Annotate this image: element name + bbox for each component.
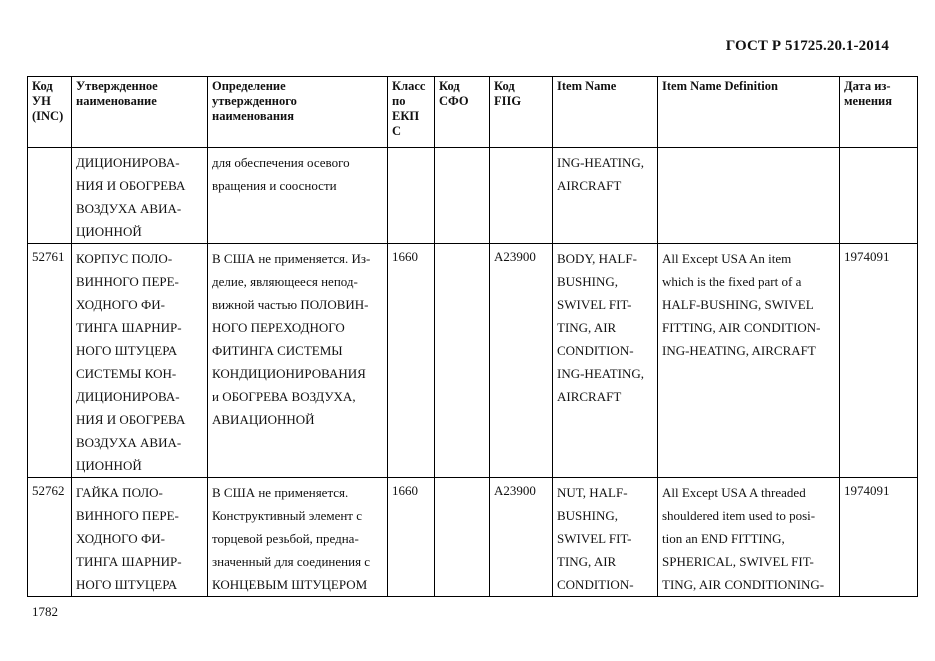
cell-line: В США не применяется. Из- [212,251,371,266]
cell-value: 52761 [32,249,65,264]
cell-line: НИЯ И ОБОГРЕВА [76,178,186,193]
cell-value: A23900 [494,483,536,498]
cell-line: В США не применяется. [212,485,349,500]
header-line: УН [32,94,51,108]
cell-line: ГАЙКА ПОЛО- [76,485,163,500]
header-line: Item Name Definition [662,79,778,93]
cell-value: 1974091 [844,483,890,498]
item-definition-cell [658,478,840,597]
cell-line: КОРПУС ПОЛО- [76,251,173,266]
header-line: наименование [76,94,157,108]
cell-line: НОГО ШТУЦЕРА [76,343,178,358]
approved-name-cell [72,244,208,478]
cell-line: Конструктивный элемент с [212,508,362,523]
table-row [28,478,918,597]
cell-line: АВИАЦИОННОЙ [212,412,315,427]
sfo-cell [435,478,490,597]
item-name-cell [553,148,658,244]
header-definition [208,77,388,148]
definition-cell [208,244,388,478]
header-line: Item Name [557,79,617,93]
cell-line: NUT, HALF- [557,485,628,500]
cell-line: ВИННОГО ПЕРЕ- [76,508,179,523]
cell-line: вращения и соосности [212,178,337,193]
specification-table [27,76,918,597]
header-item-name [553,77,658,148]
cell-line: ВОЗДУХА АВИА- [76,201,182,216]
header-line: Дата из- [844,79,891,93]
cell-line: tion an END FITTING, [662,531,785,546]
cell-line: ХОДНОГО ФИ- [76,297,165,312]
cell-line: TING, AIR [557,554,617,569]
code-cell [28,148,72,244]
cell-line: НОГО ШТУЦЕРА [76,577,178,592]
approved-name-cell [72,478,208,597]
cell-value: 52762 [32,483,65,498]
header-code-fiig [490,77,553,148]
cell-line: вижной частью ПОЛОВИН- [212,297,369,312]
cell-line: ВИННОГО ПЕРЕ- [76,274,179,289]
code-cell [28,478,72,597]
cell-line: ING-HEATING, AIRCRAFT [662,343,816,358]
class-cell [388,148,435,244]
cell-line: КОНДИЦИОНИРОВАНИЯ [212,366,366,381]
header-line: Утвержденное [76,79,158,93]
header-line: менения [844,94,892,108]
class-cell [388,478,435,597]
header-line: Определение [212,79,286,93]
change-date-cell [840,244,918,478]
item-name-cell [553,244,658,478]
cell-line: значенный для соединения с [212,554,371,569]
header-line: (INC) [32,109,64,123]
sfo-cell [435,148,490,244]
approved-name-cell [72,148,208,244]
item-name-cell [553,478,658,597]
table-row [28,244,918,478]
cell-line: CONDITION- [557,577,634,592]
cell-line: ТИНГА ШАРНИР- [76,320,182,335]
cell-line: ДИЦИОНИРОВА- [76,389,180,404]
header-change-date [840,77,918,148]
fiig-cell [490,478,553,597]
cell-line: TING, AIR CONDITIONING- [662,577,825,592]
definition-cell [208,478,388,597]
cell-line: BODY, HALF- [557,251,637,266]
cell-line: SWIVEL FIT- [557,297,632,312]
cell-line: ЦИОННОЙ [76,458,142,473]
cell-line: AIRCRAFT [557,178,622,193]
cell-line: shouldered item used to posi- [662,508,816,523]
header-line: Код [494,79,515,93]
header-code-sfo [435,77,490,148]
cell-line: TING, AIR [557,320,617,335]
cell-line: which is the fixed part of a [662,274,802,289]
cell-line: ФИТИНГА СИСТЕМЫ [212,343,343,358]
table-header-row [28,77,918,148]
change-date-cell [840,148,918,244]
header-line: ЕКП [392,109,420,123]
header-line: Класс [392,79,426,93]
cell-value: 1660 [392,249,418,264]
header-line: утвержденного [212,94,297,108]
table-row [28,148,918,244]
header-line: FIIG [494,94,522,108]
cell-line: AIRCRAFT [557,389,622,404]
cell-line: ДИЦИОНИРОВА- [76,155,180,170]
class-cell [388,244,435,478]
fiig-cell [490,244,553,478]
cell-line: НОГО ПЕРЕХОДНОГО [212,320,345,335]
code-cell [28,244,72,478]
cell-line: ТИНГА ШАРНИР- [76,554,182,569]
cell-line: НИЯ И ОБОГРЕВА [76,412,186,427]
cell-value: A23900 [494,249,536,264]
cell-line: ING-HEATING, [557,366,645,381]
change-date-cell [840,478,918,597]
header-line: С [392,124,402,138]
cell-line: All Except USA A threaded [662,485,806,500]
item-definition-cell [658,244,840,478]
cell-line: ХОДНОГО ФИ- [76,531,165,546]
sfo-cell [435,244,490,478]
header-line: наименования [212,109,295,123]
cell-line: делие, являющееся непод- [212,274,358,289]
cell-value: 1660 [392,483,418,498]
header-approved-name [72,77,208,148]
cell-line: SWIVEL FIT- [557,531,632,546]
cell-line: HALF-BUSHING, SWIVEL [662,297,814,312]
item-definition-cell [658,148,840,244]
header-line: СФО [439,94,469,108]
cell-line: КОНЦЕВЫМ ШТУЦЕРОМ [212,577,368,592]
cell-line: торцевой резьбой, предна- [212,531,359,546]
header-line: Код [32,79,53,93]
cell-line: CONDITION- [557,343,634,358]
cell-line: ЦИОННОЙ [76,224,142,239]
cell-line: и ОБОГРЕВА ВОЗДУХА, [212,389,356,404]
cell-line: All Except USA An item [662,251,792,266]
header-line: Код [439,79,460,93]
definition-cell [208,148,388,244]
cell-line: ING-HEATING, [557,155,645,170]
header-class-ekps [388,77,435,148]
cell-line: FITTING, AIR CONDITION- [662,320,821,335]
cell-line: BUSHING, [557,274,619,289]
cell-value: 1974091 [844,249,890,264]
cell-line: для обеспечения осевого [212,155,350,170]
header-item-name-definition [658,77,840,148]
header-code-un [28,77,72,148]
page-number: 1782 [32,604,58,619]
cell-line: СИСТЕМЫ КОН- [76,366,177,381]
header-line: по [392,94,406,108]
fiig-cell [490,148,553,244]
cell-line: SPHERICAL, SWIVEL FIT- [662,554,814,569]
cell-line: BUSHING, [557,508,619,523]
cell-line: ВОЗДУХА АВИА- [76,435,182,450]
document-header: ГОСТ Р 51725.20.1-2014 [725,38,889,54]
